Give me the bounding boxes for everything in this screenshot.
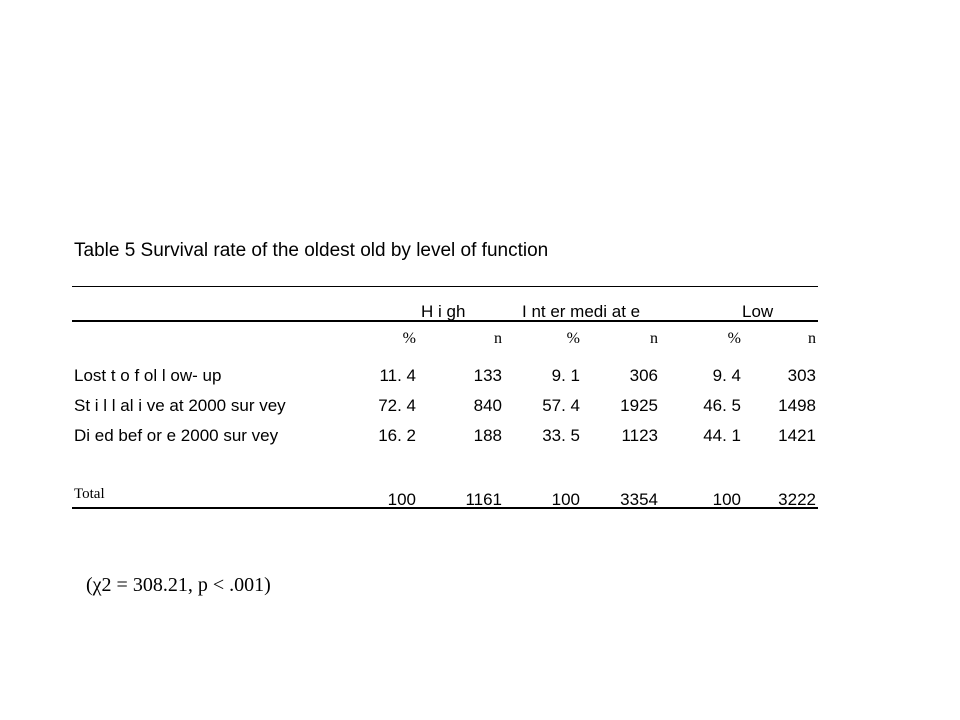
- table-title: Table 5 Survival rate of the oldest old by level of function: [74, 240, 549, 261]
- table-cell: 57. 4: [542, 396, 580, 415]
- table-cell: 100: [712, 490, 741, 509]
- group-header-intermediate: I nt er medi at e: [522, 302, 641, 321]
- row-label-total: Total: [74, 486, 105, 502]
- group-header-low: Low: [742, 302, 774, 321]
- table-cell: 46. 5: [703, 396, 741, 415]
- subheader-low-percent: %: [727, 330, 741, 347]
- row-label-lost: Lost t o f ol l ow- up: [74, 366, 222, 385]
- table-bottom-rule: [72, 507, 818, 509]
- table-cell: 133: [473, 366, 502, 385]
- table-cell: 1925: [620, 396, 658, 415]
- row-label-still-alive: St i l l al i ve at 2000 sur vey: [74, 396, 286, 415]
- table-cell: 44. 1: [703, 426, 741, 445]
- table-cell: 303: [787, 366, 816, 385]
- subheader-intermediate-percent: %: [566, 330, 580, 347]
- table-cell: 1123: [621, 426, 658, 445]
- subheader-intermediate-n: n: [650, 330, 658, 347]
- chi-square-footnote: (χ2 = 308.21, p < .001): [86, 574, 271, 596]
- table-cell: 16. 2: [378, 426, 416, 445]
- table-cell: 9. 1: [551, 366, 580, 385]
- table-cell: 1421: [778, 426, 816, 445]
- table-cell: 33. 5: [542, 426, 580, 445]
- table-cell: 306: [629, 366, 658, 385]
- group-header-high: H i gh: [421, 302, 466, 321]
- table-cell: 11. 4: [379, 366, 416, 385]
- table-cell: 100: [387, 490, 416, 509]
- table-top-rule: [72, 286, 818, 287]
- subheader-high-n: n: [494, 330, 502, 347]
- row-label-died: Di ed bef or e 2000 sur vey: [74, 426, 279, 445]
- table-cell: 1498: [778, 396, 816, 415]
- header-rule: [72, 320, 818, 322]
- table-cell: 100: [551, 490, 580, 509]
- table-cell: 1161: [465, 490, 502, 509]
- table-cell: 72. 4: [378, 396, 416, 415]
- subheader-low-n: n: [808, 330, 816, 347]
- table-cell: 840: [473, 396, 502, 415]
- table-cell: 188: [473, 426, 502, 445]
- table-cell: 3222: [778, 490, 816, 509]
- table-cell: 3354: [620, 490, 658, 509]
- subheader-high-percent: %: [402, 330, 416, 347]
- table-cell: 9. 4: [712, 366, 741, 385]
